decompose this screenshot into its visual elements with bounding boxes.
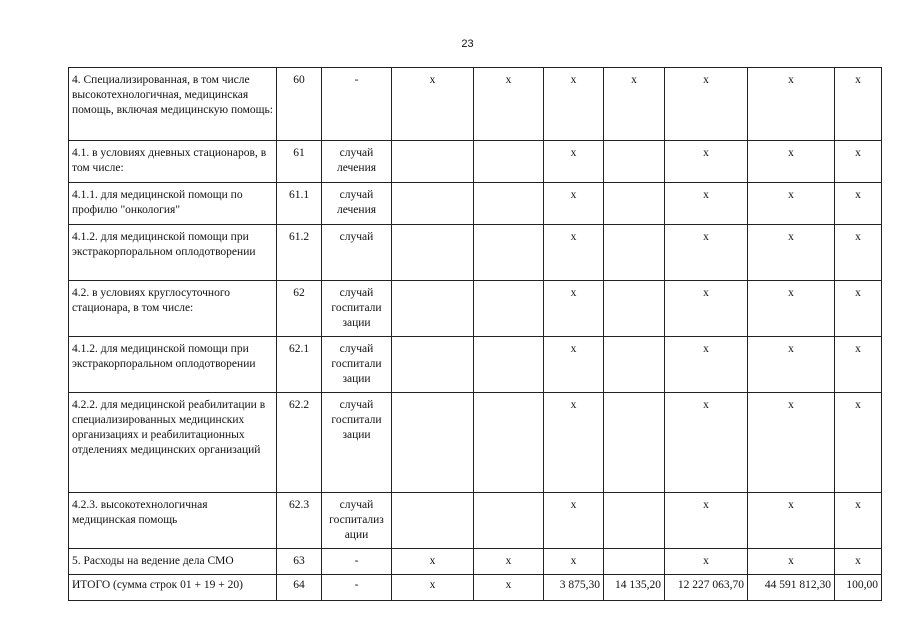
table-row <box>69 225 882 281</box>
table-cell: х <box>665 337 748 393</box>
table-cell: х <box>544 493 604 549</box>
table-cell <box>604 493 665 549</box>
table-cell <box>392 493 474 549</box>
table-cell: х <box>392 549 474 575</box>
table-cell: х <box>748 281 835 337</box>
table-cell: х <box>544 183 604 225</box>
table-cell: х <box>665 183 748 225</box>
table-cell: х <box>835 337 882 393</box>
row-name: 4.1.2. для медицинской помощи при экстракорпоральном оплодотворении <box>69 225 277 281</box>
row-unit: случай госпитали зации <box>322 393 392 493</box>
table-row <box>69 493 882 549</box>
table-cell: х <box>835 281 882 337</box>
table-cell <box>604 393 665 493</box>
table-cell: х <box>392 575 474 601</box>
table-cell: х <box>544 393 604 493</box>
row-unit: случай <box>322 225 392 281</box>
table-cell: 12 227 063,70 <box>665 575 748 601</box>
table-cell: х <box>665 281 748 337</box>
table-cell: х <box>748 225 835 281</box>
row-code: 62 <box>277 281 322 337</box>
row-code: 61.1 <box>277 183 322 225</box>
table-cell <box>392 141 474 183</box>
table-cell: х <box>748 549 835 575</box>
table-cell: х <box>835 493 882 549</box>
table-cell: х <box>748 493 835 549</box>
table-cell: 100,00 <box>835 575 882 601</box>
table-cell: х <box>474 575 544 601</box>
table-cell: х <box>748 393 835 493</box>
report-table <box>68 67 882 601</box>
table-cell: х <box>392 68 474 141</box>
row-unit: случай лечения <box>322 183 392 225</box>
row-name: 5. Расходы на ведение дела СМО <box>69 549 277 575</box>
row-name: 4.1. в условиях дневных стационаров, в том числе: <box>69 141 277 183</box>
row-code: 62.1 <box>277 337 322 393</box>
table-row <box>69 68 882 141</box>
table-cell: х <box>748 183 835 225</box>
row-name: 4.2.3. высокотехнологичная медицинская помощь <box>69 493 277 549</box>
row-unit: случай лечения <box>322 141 392 183</box>
row-unit: случай госпитали зации <box>322 281 392 337</box>
table-row <box>69 549 882 575</box>
table-row <box>69 281 882 337</box>
table-cell: х <box>748 68 835 141</box>
table-cell <box>604 183 665 225</box>
table-cell <box>474 493 544 549</box>
table-cell <box>474 183 544 225</box>
table-cell: х <box>665 493 748 549</box>
row-unit: - <box>322 575 392 601</box>
table-cell: х <box>544 141 604 183</box>
table-cell <box>392 393 474 493</box>
table-cell <box>604 549 665 575</box>
table-cell: 14 135,20 <box>604 575 665 601</box>
table-cell <box>474 281 544 337</box>
row-name: 4. Специализированная, в том числе высокотехнологичная, медицинская помощь, включая медицинскую помощь: <box>69 68 277 141</box>
table-cell <box>474 337 544 393</box>
row-code: 62.3 <box>277 493 322 549</box>
table-cell: х <box>835 68 882 141</box>
row-code: 64 <box>277 575 322 601</box>
row-name: 4.2.2. для медицинской реабилитации в специализированных медицинских организациях и реабилитационных отделениях медицинских организаций <box>69 393 277 493</box>
table-cell: х <box>544 68 604 141</box>
table-cell: х <box>665 68 748 141</box>
row-name: 4.1.2. для медицинской помощи при экстракорпоральном оплодотворении <box>69 337 277 393</box>
row-unit: - <box>322 68 392 141</box>
table-cell: х <box>604 68 665 141</box>
table-cell <box>604 281 665 337</box>
table-cell <box>604 141 665 183</box>
table-cell: х <box>544 337 604 393</box>
row-name: 4.2. в условиях круглосуточного стационара, в том числе: <box>69 281 277 337</box>
row-code: 62.2 <box>277 393 322 493</box>
table-cell <box>392 183 474 225</box>
row-unit: - <box>322 549 392 575</box>
table-cell <box>474 393 544 493</box>
table-row-total <box>69 575 882 601</box>
row-code: 61 <box>277 141 322 183</box>
table-cell <box>392 281 474 337</box>
table-cell <box>474 141 544 183</box>
table-cell: х <box>748 337 835 393</box>
table-cell: х <box>835 393 882 493</box>
table-cell <box>474 225 544 281</box>
row-name: 4.1.1. для медицинской помощи по профилю "онкология" <box>69 183 277 225</box>
table-cell: х <box>835 141 882 183</box>
table-cell: 3 875,30 <box>544 575 604 601</box>
table-cell: х <box>835 183 882 225</box>
table-cell: х <box>544 225 604 281</box>
table-cell: х <box>665 141 748 183</box>
row-code: 63 <box>277 549 322 575</box>
page-number: 23 <box>461 38 474 50</box>
table-cell: х <box>665 225 748 281</box>
table-row <box>69 393 882 493</box>
table-cell <box>604 337 665 393</box>
table-cell: х <box>665 393 748 493</box>
row-name: ИТОГО (сумма строк 01 + 19 + 20) <box>69 575 277 601</box>
table-cell: х <box>474 549 544 575</box>
table-cell: 44 591 812,30 <box>748 575 835 601</box>
row-unit: случай госпитализ ации <box>322 493 392 549</box>
row-unit: случай госпитали зации <box>322 337 392 393</box>
table-cell <box>392 225 474 281</box>
table-cell: х <box>665 549 748 575</box>
table-cell: х <box>474 68 544 141</box>
table-cell: х <box>544 549 604 575</box>
table-cell <box>604 225 665 281</box>
table-row <box>69 183 882 225</box>
table-cell: х <box>748 141 835 183</box>
table-row <box>69 337 882 393</box>
row-code: 60 <box>277 68 322 141</box>
row-code: 61.2 <box>277 225 322 281</box>
table-row <box>69 141 882 183</box>
table-cell: х <box>835 549 882 575</box>
table-cell <box>392 337 474 393</box>
table-cell: х <box>835 225 882 281</box>
table-cell: х <box>544 281 604 337</box>
